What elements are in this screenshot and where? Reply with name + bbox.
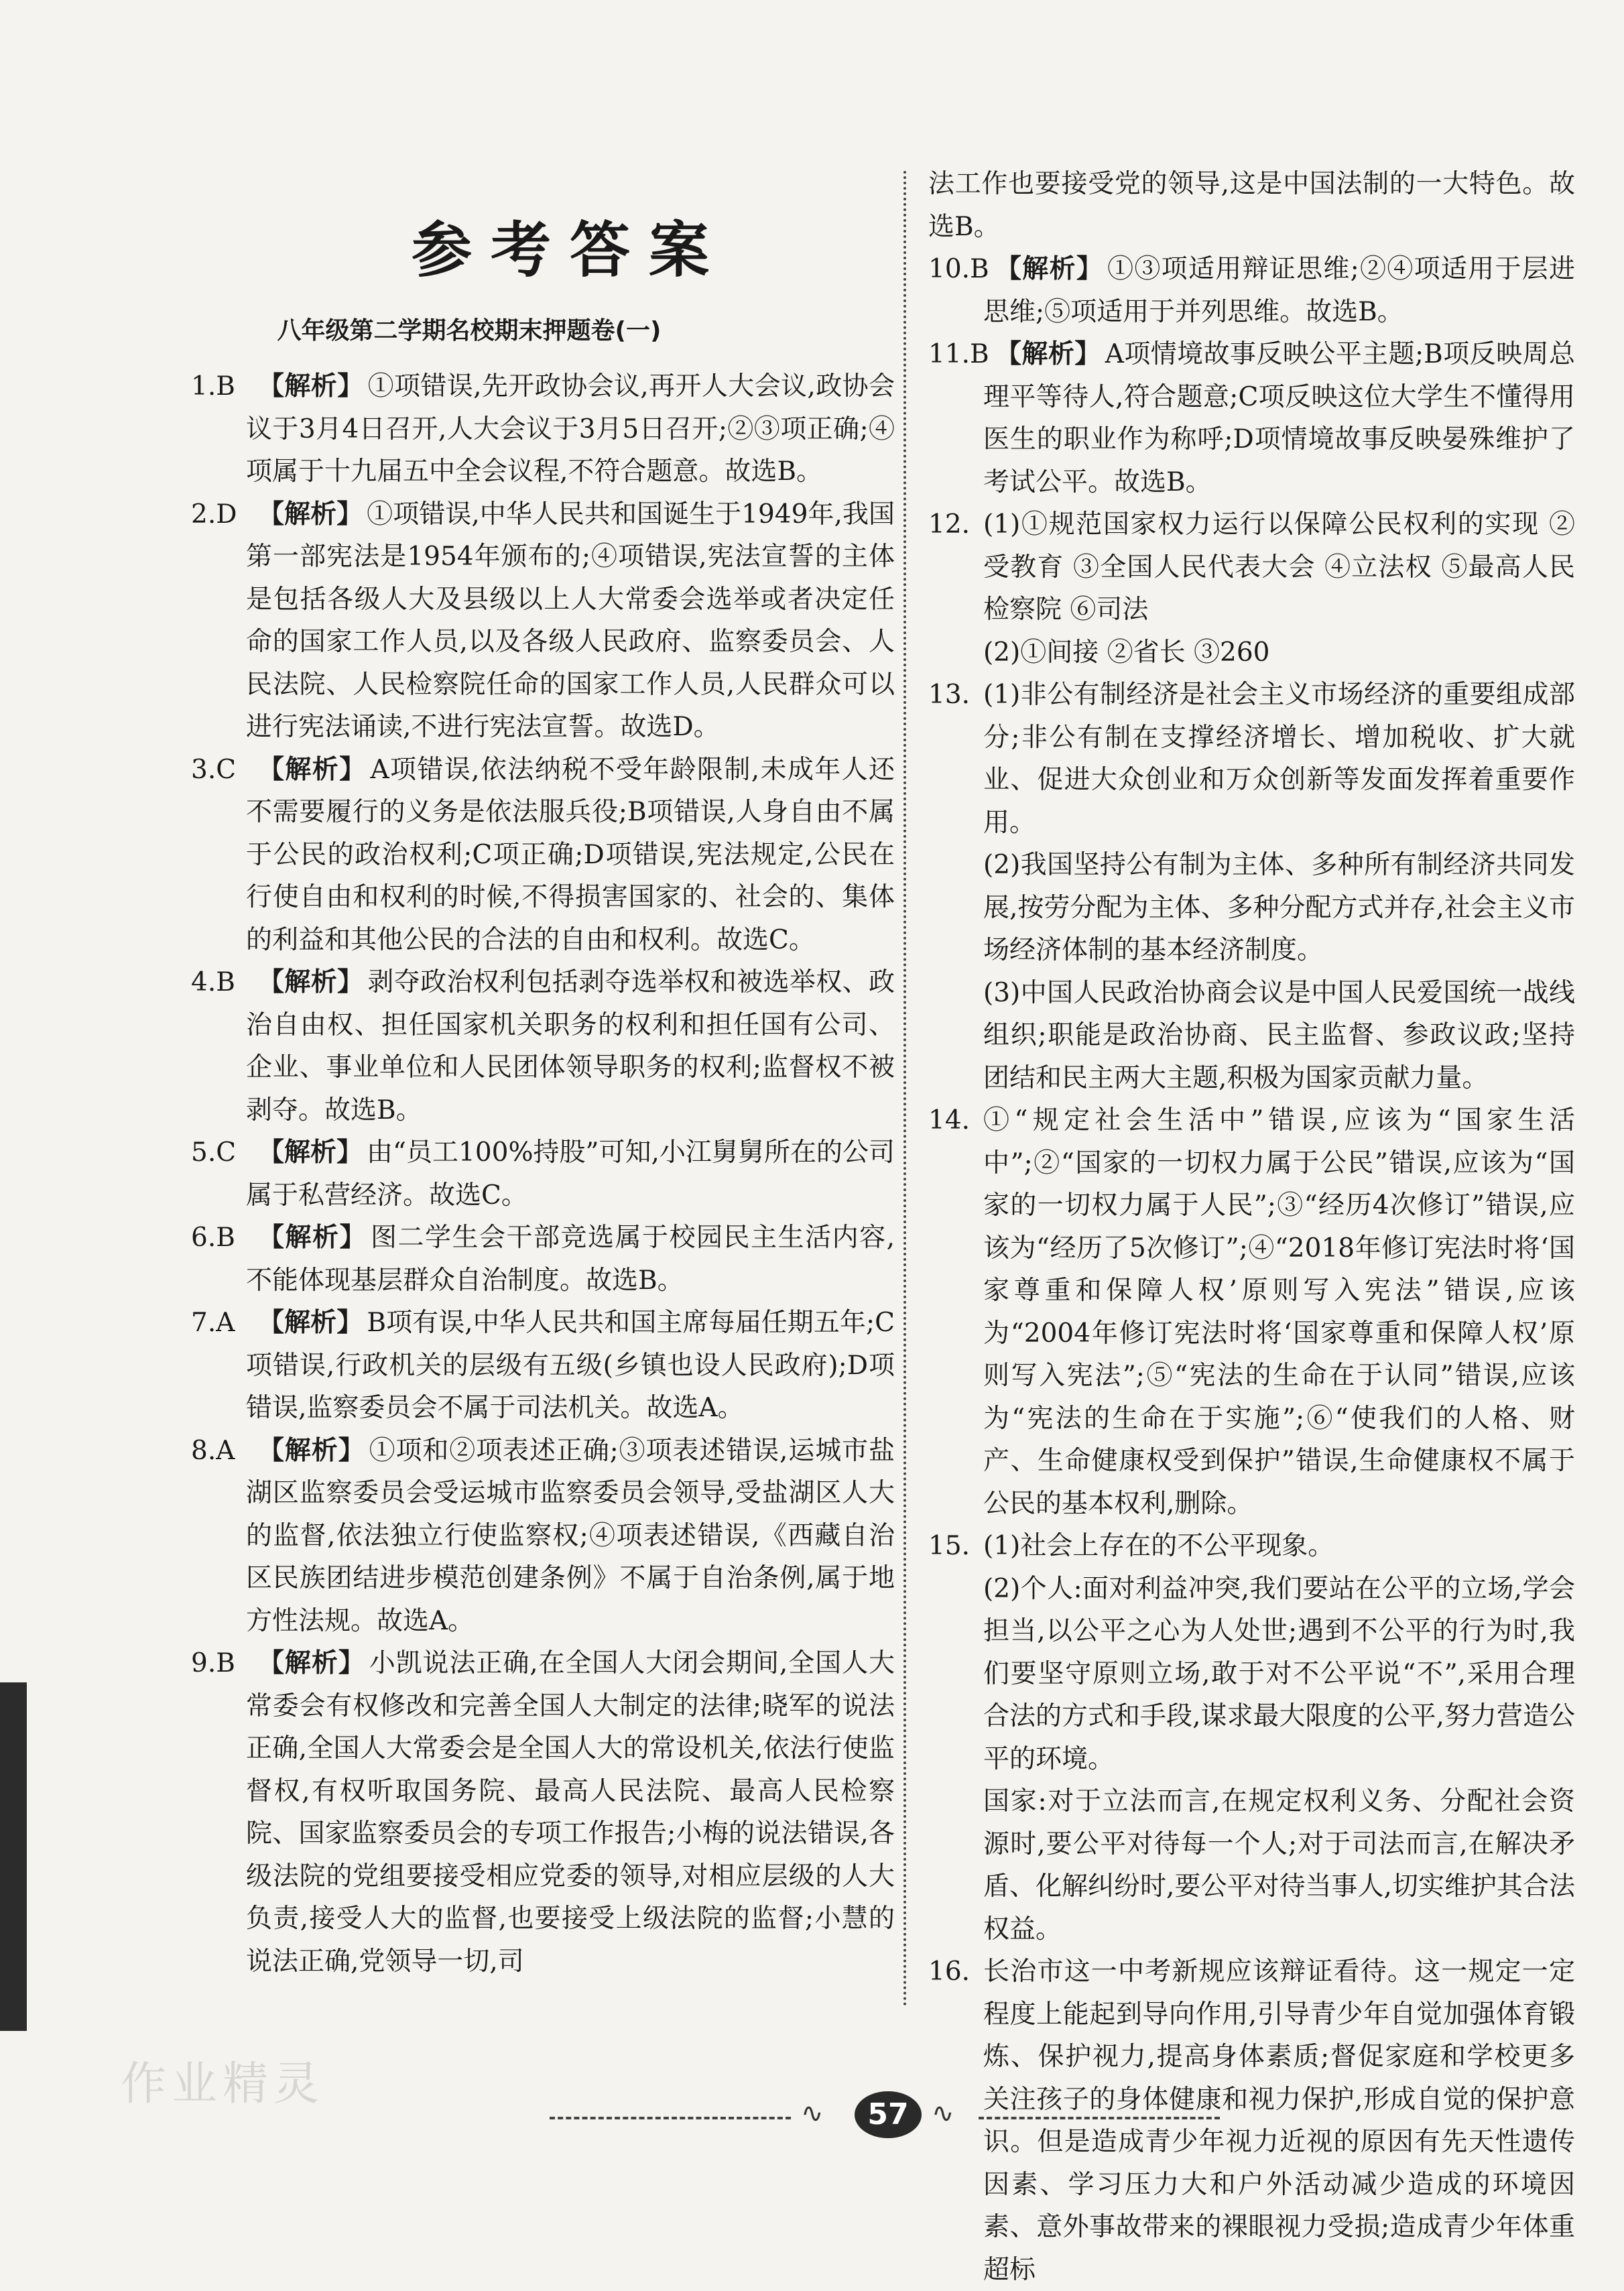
answer-item-8 [191, 1430, 895, 1643]
page-footer [550, 2091, 1287, 2138]
question-number: 15. [928, 1531, 971, 1561]
answer-text: ①项错误,中华人民共和国诞生于1949年,我国第一部宪法是1954年颁布的;④项错误,宪法宣誓的主体是包括各级人大及县级以上人大常委会选举或者决定任命的国家工作人员,以及各级人民政府、监察委员会、人民法院、人民检察院任命的国家工作人员,人民群众可以进行宪法诵读,不进行宪法宣誓。故选D。 [246, 499, 895, 742]
answer-text: (1)社会上存在的不公平现象。 [983, 1531, 1334, 1561]
analysis-tag: 【解析】 [995, 254, 1104, 284]
answer-text: ①项和②项表述正确;③项表述错误,运城市盐湖区监察委员会受运城市监察委员会领导,受盐湖区人大的监督,依法独立行使监察权;④项表述错误,《西藏自治区民族团结进步模范创建条例》不属于自治条例,属于地方性法规。故选A。 [246, 1435, 895, 1636]
page-title: 参考答案 [412, 215, 728, 286]
analysis-tag: 【解析】 [258, 1435, 365, 1466]
answer-text: ①项错误,先开政协会议,再开人大会议,政协会议于3月4日召开,人大会议于3月5日召开;②③项正确;④项属于十九届五中全会议程,不符合题意。故选B。 [246, 371, 895, 487]
answer-subpart: (2)①间接 ②省长 ③260 [983, 637, 1270, 668]
answer-subpart: (2)个人:面对利益冲突,我们要站在公平的立场,学会担当,以公平之心为人处世;遇到不公平的行为时,我们要坚守原则立场,敢于对不公平说“不”,采用合理合法的方式和手段,谋求最大限度的公平,努力营造公平的环境。 [983, 1573, 1575, 1774]
answer-item-9 [191, 1642, 895, 1983]
footer-dash-left [550, 2117, 791, 2119]
analysis-tag: 【解析】 [995, 339, 1101, 369]
question-number: 2.D [191, 499, 237, 530]
answer-text: 法工作也要接受党的领导,这是中国法制的一大特色。故选B。 [928, 169, 1575, 242]
answer-text: ①“规定社会生活中”错误,应该为“国家生活中”;②“国家的一切权力属于公民”错误,应该为“国家的一切权力属于人民”;③“经历4次修订”错误,应该为“经历了5次修订”;④“2018年修订宪法时将‘国家尊重和保障人权’原则写入宪法”错误,应该为“2004年修订宪法时将‘国家尊重和保障人权’原则写入宪法”;⑤“宪法的生命在于认同”错误,应该为“宪法的生命在于实施”;⑥“使我们的人格、财产、生命健康权受到保护”错误,生命健康权不属于公民的基本权利,删除。 [983, 1105, 1576, 1519]
column-divider [903, 171, 906, 2007]
answer-text: 由“员工100%持股”可知,小江舅舅所在的公司属于私营经济。故选C。 [246, 1137, 895, 1211]
answer-item-7 [191, 1302, 895, 1430]
watermark-logo: 作业精灵 [121, 2058, 325, 2111]
analysis-tag: 【解析】 [258, 1137, 363, 1168]
question-number: 3.C [191, 754, 237, 785]
answer-subpart: 国家:对于立法而言,在规定权利义务、分配社会资源时,要公平对待每一个人;对于司法而言,在解决矛盾、化解纠纷时,要公平对待当事人,切实维护其合法权益。 [983, 1786, 1575, 1944]
left-column [191, 365, 895, 1983]
question-number: 10.B [928, 254, 989, 284]
answer-item-15 [928, 1525, 1575, 1951]
question-number: 4.B [191, 967, 235, 997]
answer-text: (1)①规范国家权力运行以保障公民权利的实现 ②受教育 ③全国人民代表大会 ④立法权 ⑤最高人民检察院 ⑥司法 [983, 509, 1575, 625]
footer-dash-right [979, 2117, 1220, 2119]
question-number: 7.A [191, 1308, 235, 1338]
answer-item-4 [191, 961, 895, 1131]
question-number: 8.A [191, 1435, 235, 1466]
answer-text: 图二学生会干部竞选属于校园民主生活内容,不能体现基层群众自治制度。故选B。 [246, 1223, 895, 1296]
page-number: 57 [855, 2091, 922, 2138]
scan-edge-shadow [0, 1682, 27, 2031]
answer-text: (1)非公有制经济是社会主义市场经济的重要组成部分;非公有制在支撑经济增长、增加税收、扩大就业、促进大众创业和万众创新等发面发挥着重要作用。 [983, 680, 1575, 838]
analysis-tag: 【解析】 [258, 499, 363, 530]
answer-text: A项错误,依法纳税不受年龄限制,未成年人还不需要履行的义务是依法服兵役;B项错误,人身自由不属于公民的政治权利;C项正确;D项错误,宪法规定,公民在行使自由和权利的时候,不得损害国家的、社会的、集体的利益和其他公民的合法的自由和权利。故选C。 [246, 754, 895, 955]
analysis-tag: 【解析】 [258, 1223, 367, 1253]
answer-item-12 [928, 503, 1575, 674]
right-column [928, 163, 1575, 2291]
exam-subtitle: 八年级第二学期名校期末押题卷(一) [277, 317, 662, 345]
answer-item-13 [928, 674, 1575, 1099]
swirl-ornament-icon: ∿ [801, 2098, 824, 2129]
answer-item-1 [191, 365, 895, 493]
question-number: 1.B [191, 371, 235, 401]
question-number: 16. [928, 1957, 971, 1987]
answer-item-6 [191, 1217, 895, 1302]
answer-text: B项有误,中华人民共和国主席每届任期五年;C项错误,行政机关的层级有五级(乡镇也设人民政府);D项错误,监察委员会不属于司法机关。故选A。 [246, 1308, 895, 1423]
swirl-ornament-icon: ∿ [932, 2098, 954, 2129]
answer-item-10 [928, 248, 1575, 333]
question-number: 9.B [191, 1648, 235, 1678]
question-number: 13. [928, 680, 971, 710]
answer-item-5 [191, 1131, 895, 1217]
answer-text: 长治市这一中考新规应该辩证看待。这一规定一定程度上能起到导向作用,引导青少年自觉加强体育锻炼、保护视力,提高身体素质;督促家庭和学校更多关注孩子的身体健康和视力保护,形成自觉的保护意识。但是造成青少年视力近视的原因有先天性遗传因素、学习压力大和户外活动减少造成的环境因素、意外事故带来的裸眼视力受损;造成青少年体重超标 [983, 1957, 1575, 2285]
answer-item-14 [928, 1099, 1575, 1525]
question-number: 12. [928, 509, 971, 540]
answer-item-11 [928, 333, 1575, 503]
answer-text: ①③项适用辩证思维;②④项适用于层进思维;⑤项适用于并列思维。故选B。 [983, 254, 1575, 327]
analysis-tag: 【解析】 [258, 967, 364, 997]
question-number: 5.C [191, 1137, 237, 1168]
answer-text: A项情境故事反映公平主题;B项反映周总理平等待人,符合题意;C项反映这位大学生不懂得用医生的职业作为称呼;D项情境故事反映晏殊维护了考试公平。故选B。 [983, 339, 1575, 497]
answer-item-9-continued [928, 163, 1575, 248]
analysis-tag: 【解析】 [258, 1648, 365, 1678]
analysis-tag: 【解析】 [258, 1308, 363, 1338]
answer-subpart: (3)中国人民政治协商会议是中国人民爱国统一战线组织;职能是政治协商、民主监督、参政议政;坚持团结和民主两大主题,积极为国家贡献力量。 [983, 977, 1575, 1093]
answer-subpart: (2)我国坚持公有制为主体、多种所有制经济共同发展,按劳分配为主体、多种分配方式并存,社会主义市场经济体制的基本经济制度。 [983, 850, 1575, 965]
answer-item-3 [191, 749, 895, 962]
answer-item-2 [191, 493, 895, 749]
analysis-tag: 【解析】 [258, 371, 364, 401]
answer-text: 剥夺政治权利包括剥夺选举权和被选举权、政治自由权、担任国家机关职务的权利和担任国有公司、企业、事业单位和人民团体领导职务的权利;监督权不被剥夺。故选B。 [246, 967, 895, 1125]
question-number: 11.B [928, 339, 989, 369]
analysis-tag: 【解析】 [258, 754, 367, 785]
question-number: 14. [928, 1105, 971, 1135]
question-number: 6.B [191, 1223, 235, 1253]
answer-text: 小凯说法正确,在全国人大闭会期间,全国人大常委会有权修改和完善全国人大制定的法律;晓军的说法正确,全国人大常委会是全国人大的常设机关,依法行使监督权,有权听取国务院、最高人民法院、最高人民检察院、国家监察委员会的专项工作报告;小梅的说法错误,各级法院的党组要接受相应党委的领导,对相应层级的人大负责,接受人大的监督,也要接受上级法院的监督;小慧的说法正确,党领导一切,司 [246, 1648, 895, 1977]
